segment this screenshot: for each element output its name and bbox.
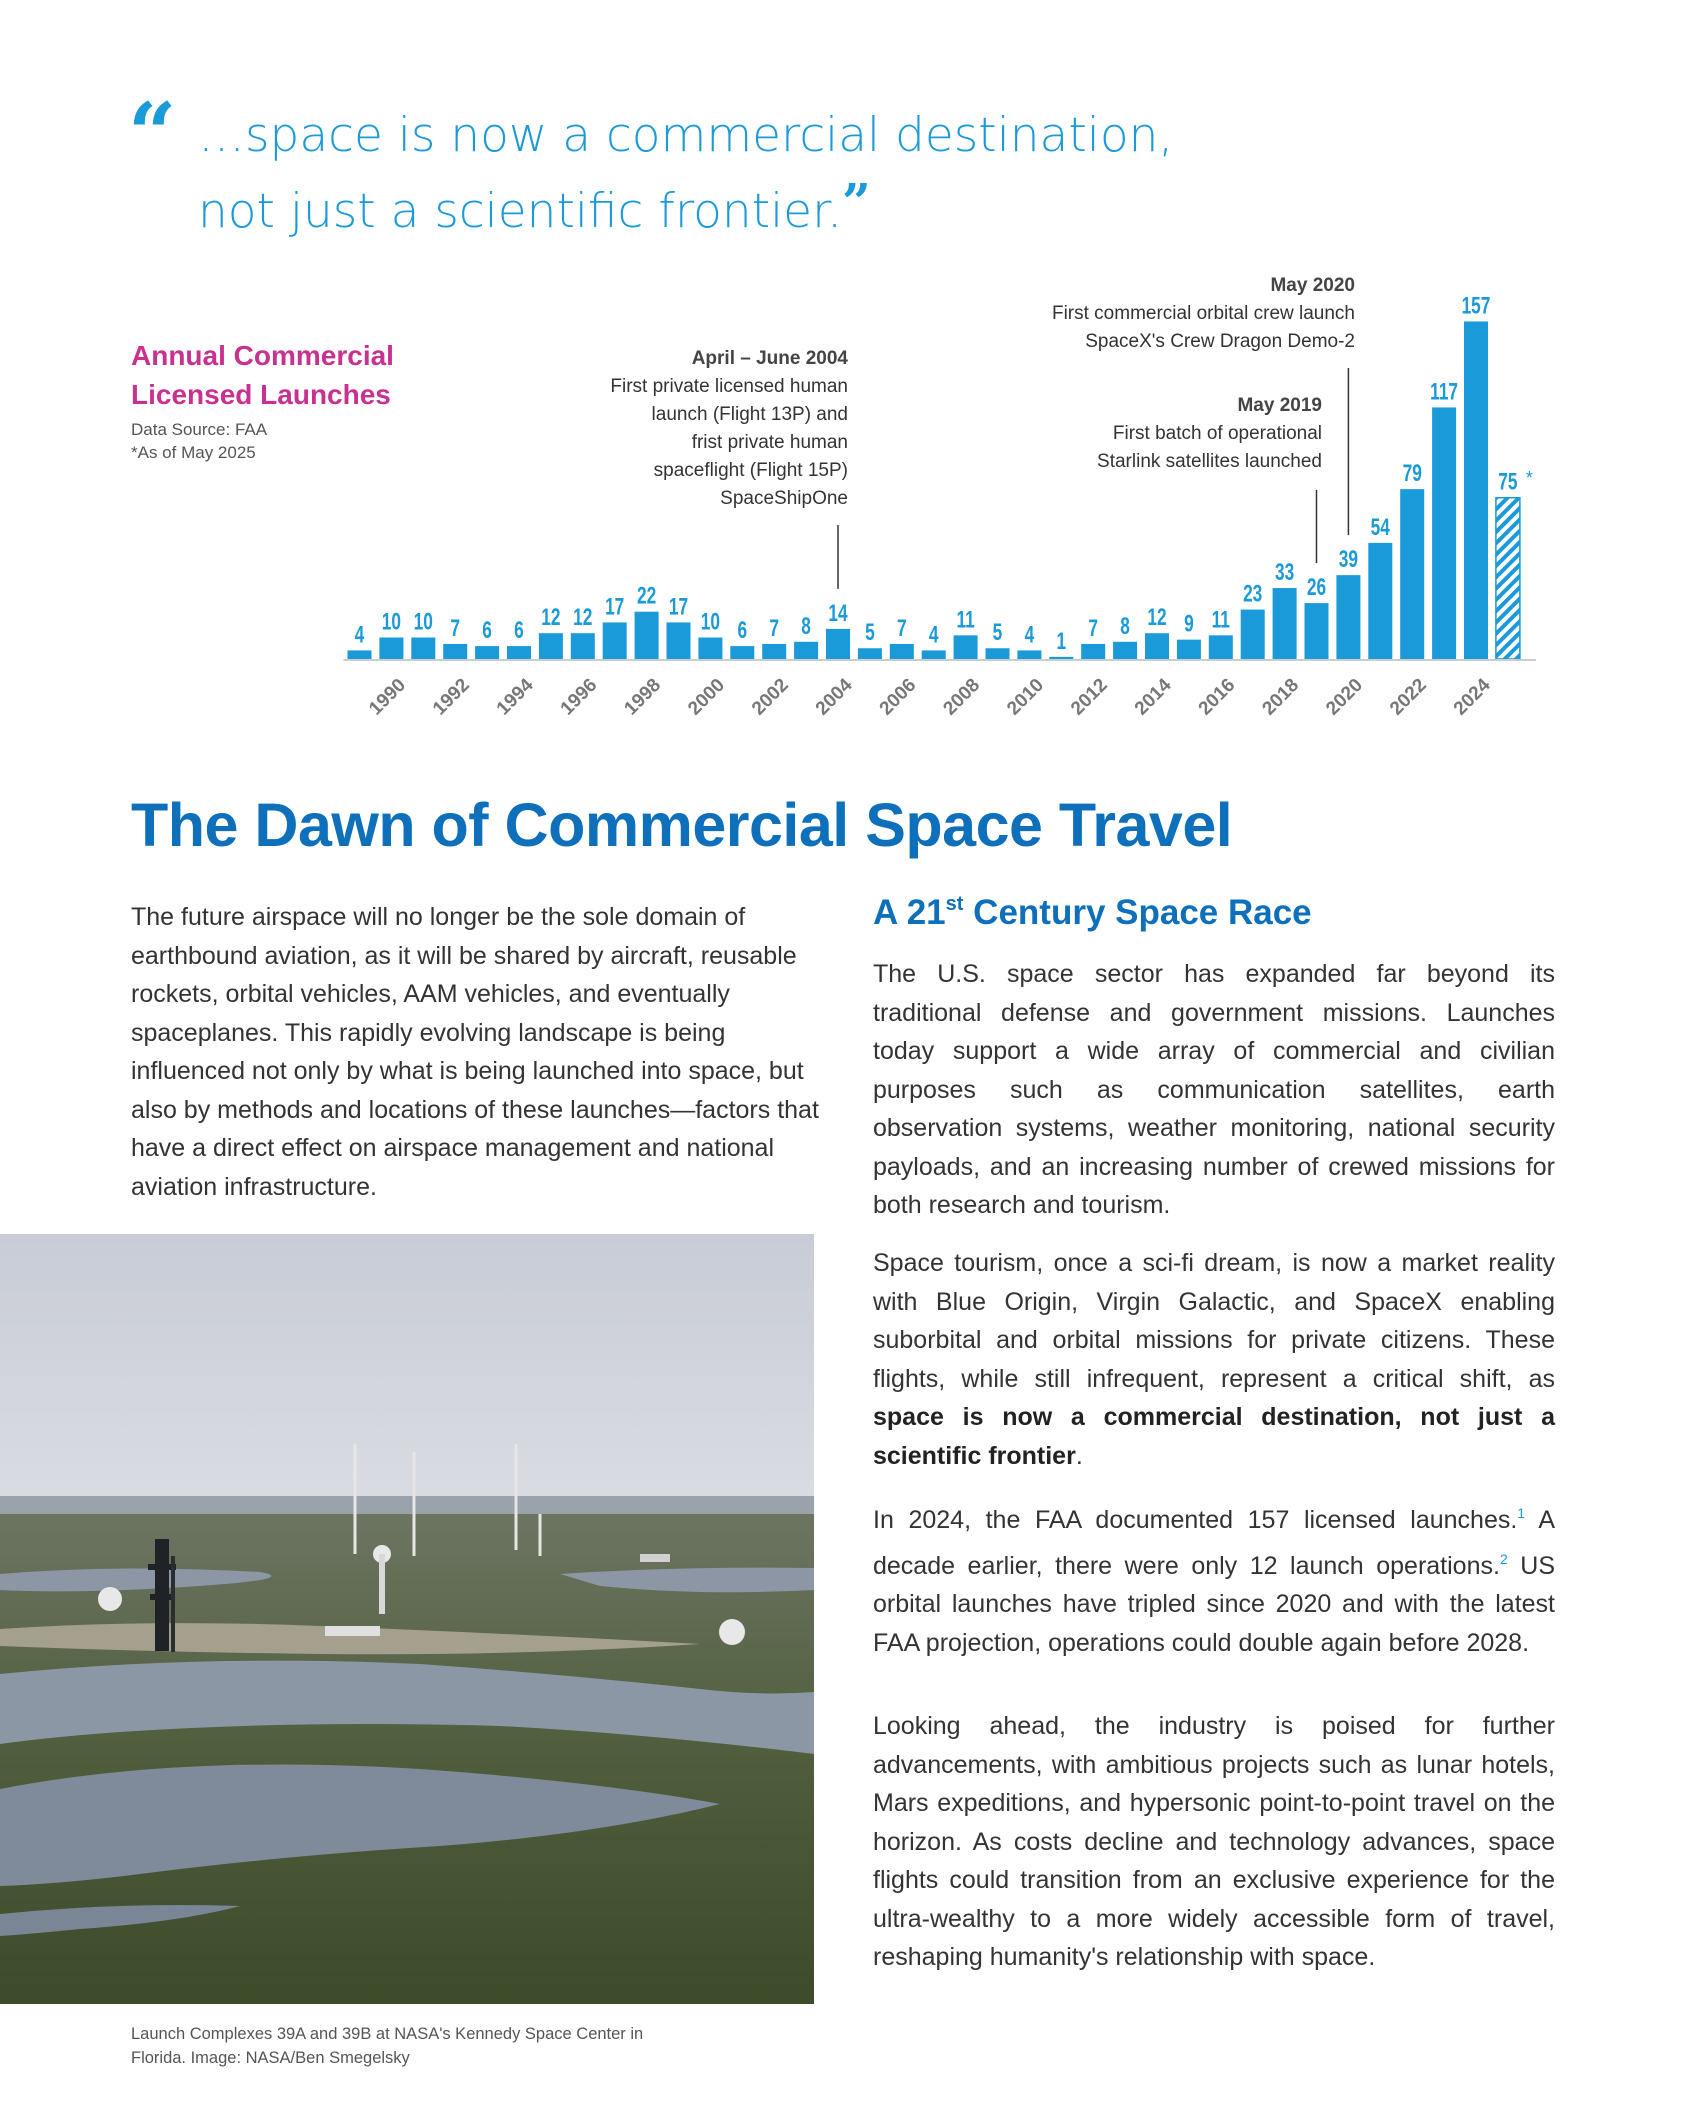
paragraph-space-tourism [873,1244,1555,1475]
subsection-title [873,893,1312,933]
value-label-1996: 12 [573,604,593,631]
paragraph-space-tourism-bold: space is now a commercial destination, not just a scientific frontier [873,1403,1555,1470]
bar-1993 [475,646,499,659]
bar-1995 [539,633,563,659]
bar-1997 [603,622,627,659]
tick-label-2014: 2014 [1130,674,1176,720]
value-label-2017: 23 [1243,580,1263,608]
bar-1989 [348,650,372,659]
value-label-2002: 7 [769,615,780,642]
value-label-2024: 157 [1461,292,1491,320]
subsection-title-pre: A 21 [873,893,946,932]
value-label-2001: 6 [737,617,748,644]
value-label-2020: 39 [1338,546,1359,573]
bar-2019 [1305,603,1329,659]
value-label-1997: 17 [605,593,625,621]
value-label-2019: 26 [1306,574,1327,601]
bar-2006 [890,644,914,659]
annotation-2020-heading: May 2020 [1270,275,1355,296]
paragraph-faa-launches [873,1494,1555,1662]
tick-label-1996: 1996 [556,674,602,720]
x-tick-labels [365,674,1495,719]
annotation-leader-lines [838,368,1348,589]
photo-caption: Launch Complexes 39A and 39B at NASA's Kennedy Space Center in Florida. Image: NASA/Ben Smegelsky [131,2025,644,2067]
bar-2011 [1049,657,1073,659]
tick-label-2022: 2022 [1386,674,1431,720]
bar-2017 [1241,610,1265,659]
value-label-2015: 9 [1184,610,1194,638]
annotation-2004-line: SpaceShipOne [720,488,848,509]
bar-2005 [858,648,882,659]
bar-2016 [1209,635,1233,659]
value-label-1993: 6 [482,617,492,644]
value-label-1999: 17 [668,593,689,621]
value-label-2012: 7 [1088,615,1099,642]
value-label-2023: 117 [1430,378,1459,406]
bar-2012 [1081,644,1105,659]
value-label-2007: 4 [928,621,939,649]
annotation-2019-heading: May 2019 [1237,395,1322,416]
value-label-2000: 10 [700,608,721,636]
subsection-title-post: Century Space Race [963,893,1312,932]
value-label-2009: 5 [992,619,1003,646]
paragraph-space-tourism-text: Space tourism, once a sci-fi dream, is now a market reality with Blue Origin, Virgin Galactic, and SpaceX enabling suborbital and orbital missions for private citizens. These flights, while still infrequent, represent a critical shift, as [873,1249,1555,1393]
value-label-1995: 12 [541,604,561,631]
bar-2000 [698,638,722,660]
annotation-2020-line: First commercial orbital crew launch [1051,303,1355,324]
bar-2022 [1400,489,1424,659]
value-label-2013: 8 [1120,613,1130,640]
tick-label-2008: 2008 [939,674,985,720]
bar-2014 [1145,633,1169,659]
tick-label-2024: 2024 [1449,674,1495,720]
tick-label-2016: 2016 [1194,674,1240,720]
annotation-2019-line: Starlink satellites launched [1097,451,1322,472]
chart-note-text: *As of May 2025 [131,443,256,462]
tick-label-2020: 2020 [1322,674,1367,720]
annotation-2004-line: spaceflight (Flight 15P) [653,460,848,481]
bar-1990 [379,638,403,660]
tick-label-1998: 1998 [620,674,666,720]
tick-label-2002: 2002 [748,674,793,720]
paragraph-faa-text-1: In 2024, the FAA documented 157 licensed launches. [873,1506,1518,1534]
value-label-2021: 54 [1370,514,1390,541]
bar-2008 [954,635,978,659]
value-label-1990: 10 [381,608,402,636]
value-label-1989: 4 [354,621,365,649]
value-label-2005: 5 [865,619,875,646]
partial-year-marker: * [1525,467,1533,488]
bar-series [348,321,1520,659]
value-label-2011: 1 [1056,628,1067,655]
close-quote-mark: ” [842,172,871,231]
tick-label-2000: 2000 [684,674,729,720]
value-label-2006: 7 [896,615,907,642]
value-label-2016: 11 [1211,606,1230,634]
chart-source-text: Data Source: FAA [131,420,268,439]
footnote-ref-2[interactable]: 2 [1499,1550,1508,1567]
paragraph-faa-text-3: US orbital launches have tripled since 2020 and with the latest FAA projection, operations could double again before 2028. [873,1551,1555,1657]
value-label-1991: 10 [413,608,433,636]
bar-1998 [635,612,659,659]
value-label-2010: 4 [1024,621,1035,649]
bar-1994 [507,646,531,659]
value-label-2018: 33 [1274,559,1295,586]
paragraph-space-sector: The U.S. space sector has expanded far beyond its traditional defense and government missions. Launches today support a wide array of commercial and civilian purposes such as communication satellites, earth observation systems, weather monitoring, national security payloads, and an increasing number of crewed missions for both research and tourism. [873,960,1555,1219]
chart-title-line-1: Annual Commercial [131,340,394,371]
launch-bar-chart [0,0,1700,760]
bar-1992 [443,644,467,659]
value-label-1992: 7 [450,615,461,642]
tick-label-1994: 1994 [492,674,538,720]
value-label-2008: 11 [956,606,975,634]
bar-2009 [986,648,1010,659]
bar-2021 [1368,543,1392,659]
paragraph-looking-ahead: Looking ahead, the industry is poised for further advancements, with ambitious projects such as lunar hotels, Mars expeditions, and hypersonic point-to-point travel on the horizon. As costs decline and technology advances, space flights could transition from an exclusive experience for the ultra-wealthy to a more widely accessible form of travel, reshaping humanity's relationship with space. [873,1712,1555,1971]
bar-2010 [1017,650,1041,659]
open-quote-mark: “ [128,84,177,183]
annotation-2020-line: SpaceX's Crew Dragon Demo-2 [1085,331,1355,352]
launch-complex-illustration [0,1234,814,2004]
value-label-1994: 6 [514,617,524,644]
annotation-2004-line: launch (Flight 13P) and [651,404,848,425]
section-title: The Dawn of Commercial Space Travel [131,791,1233,859]
bar-2018 [1273,588,1297,659]
annotation-2004-line: frist private human [691,432,848,453]
chart-title-line-2: Licensed Launches [131,379,391,410]
annotation-2004-heading: April – June 2004 [691,348,848,369]
bar-2020 [1336,575,1360,659]
annotation-2004-line: First private licensed human [610,376,848,397]
tick-label-2006: 2006 [875,674,921,720]
quote-line-2-text: not just a scientific frontier. [198,184,843,239]
bar-1999 [667,622,691,659]
bar-2024 [1464,321,1488,659]
value-label-2014: 12 [1147,604,1167,631]
intro-paragraph: The future airspace will no longer be the sole domain of earthbound aviation, as it will be shared by aircraft, reusable rockets, orbital vehicles, AAM vehicles, and eventually spaceplanes. This rapidly evolving landscape is being influenced not only by what is being launched into space, but also by methods and locations of these launches—factors that have a direct effect on airspace management and national aviation infrastructure. [131,903,819,1201]
bar-2013 [1113,642,1137,659]
subsection-title-sup: st [945,893,964,915]
value-label-2004: 14 [828,600,848,627]
value-label-2025: 75 [1498,469,1518,496]
bar-2023 [1432,407,1456,659]
tick-label-2004: 2004 [811,674,857,720]
bar-1991 [411,638,435,660]
launch-complex-photo [0,1234,814,2004]
bar-2003 [794,642,818,659]
tick-label-1990: 1990 [365,674,410,720]
paragraph-faa-text-2: A decade earlier, there were only 12 launch operations. [873,1506,1555,1580]
bar-2004 [826,629,850,659]
paragraph-space-tourism-end: . [1075,1441,1083,1470]
value-label-2022: 79 [1402,460,1422,487]
bar-2002 [762,644,786,659]
value-label-1998: 22 [636,583,657,610]
annotation-2019-line: First batch of operational [1112,423,1322,444]
tick-label-1992: 1992 [429,674,474,720]
bar-1996 [571,633,595,659]
bar-2025 [1496,498,1520,659]
tick-label-2010: 2010 [1003,674,1048,720]
bar-2001 [730,646,754,659]
footnote-ref-1[interactable]: 1 [1517,1505,1526,1521]
value-label-2003: 8 [801,613,811,640]
bar-2007 [922,650,946,659]
bar-2015 [1177,640,1201,659]
tick-label-2012: 2012 [1067,674,1112,720]
tick-label-2018: 2018 [1258,674,1304,720]
quote-line-1: …space is now a commercial destination, [198,108,1174,163]
